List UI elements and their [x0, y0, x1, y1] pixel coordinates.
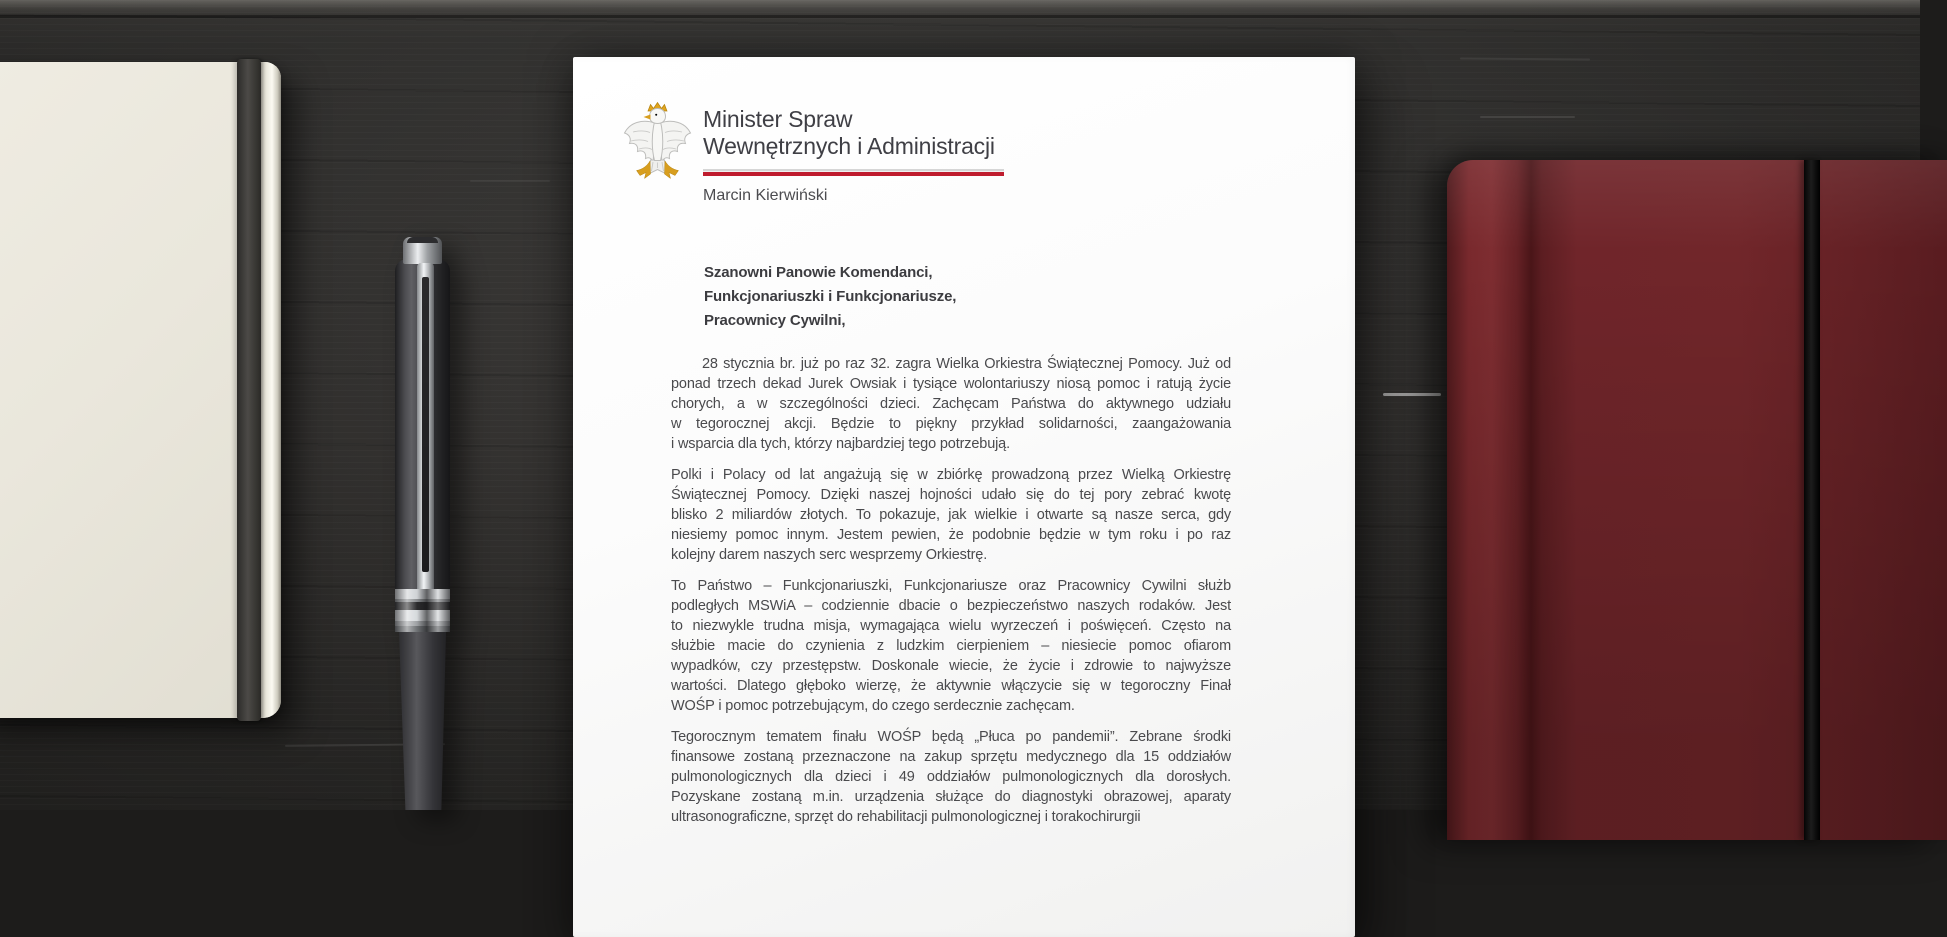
- pen-cap-finial: [403, 237, 442, 264]
- fountain-pen: [393, 237, 452, 810]
- ministry-title-line1: Minister Spraw: [703, 106, 853, 132]
- signatory-name: Marcin Kierwiński: [703, 187, 828, 204]
- maroon-folder: [1447, 160, 1947, 840]
- text-line: służbie macie do czynienia z ludzkim cierpieniem – niesiecie pomoc ofiarom: [671, 638, 1231, 654]
- pen-clip: [417, 263, 434, 605]
- polish-eagle-icon: [620, 101, 695, 185]
- text-line: niesiemy pomoc innym. Jestem pewien, że podobnie będzie w tym roku i po raz: [671, 527, 1231, 543]
- text-line: 28 stycznia br. już po raz 32. zagra Wielka Orkiestra Świątecznej Pomocy. Już od: [702, 356, 1231, 372]
- desk-plank-edge-shadow: [0, 15, 1920, 18]
- ministry-title-line2: Wewnętrznych i Administracji: [703, 133, 995, 159]
- letterhead-red-rule: [703, 169, 1004, 176]
- wood-scratch: [1460, 57, 1590, 60]
- text-line: To Państwo – Funkcjonariuszki, Funkcjonariusze oraz Pracownicy Cywilni służb: [671, 578, 1231, 594]
- wood-scratch: [1480, 116, 1575, 118]
- text-line: to niezwykle trudna misja, wymagająca wielu wyrzeczeń i poświęceń. Często na: [671, 618, 1231, 634]
- text-line: WOŚP i pomoc potrzebującym, do czego serdecznie zachęcam.: [671, 698, 1075, 714]
- text-line: chorych, a w szczególności dzieci. Zachęcam Państwa do aktywnego udziału: [671, 396, 1231, 412]
- wood-scratch: [1383, 393, 1441, 396]
- pen-barrel: [393, 630, 452, 810]
- letter-paragraph-3: [671, 576, 1231, 716]
- text-line: Funkcjonariuszki i Funkcjonariusze,: [704, 288, 957, 305]
- text-line: podległych MSWiA – codziennie dbacie o bezpieczeństwo naszych rodaków. Jest: [671, 598, 1231, 614]
- text-line: blisko 2 miliardów złotych. To pokazuje, jak wielkie i otwarte są nasze serca, gdy: [671, 507, 1231, 523]
- pen-center-band: [395, 589, 450, 632]
- folder-elastic-band: [1804, 160, 1820, 840]
- letter-paragraph-2: [671, 465, 1231, 565]
- text-line: i wsparcia dla tych, którzy najbardziej tego potrzebują.: [671, 436, 1010, 452]
- letter-body: [671, 261, 1231, 827]
- notebook-page-edge: [261, 62, 281, 718]
- text-line: ultrasonograficzne, sprzęt do rehabilitacji pulmonologicznej i torakochirurgii: [671, 809, 1141, 825]
- text-line: Pozyskane zostaną m.in. urządzenia służące do diagnostyki obrazowej, aparaty: [671, 789, 1231, 805]
- text-line: Tegorocznym tematem finału WOŚP będą „Płuca po pandemii”. Zebrane środki: [671, 729, 1231, 745]
- cream-notebook: [0, 62, 281, 718]
- salutation: [704, 261, 1231, 333]
- text-line: Świątecznej Pomocy. Dzięki naszej hojności udało się do tej pory zebrać kwotę: [671, 487, 1231, 503]
- text-line: Polki i Polacy od lat angażują się w zbiórkę prowadzoną przez Wielką Orkiestrę: [671, 467, 1231, 483]
- wood-scratch: [470, 180, 550, 182]
- text-line: kolejny darem naszych serc wesprzemy Orkiestrę.: [671, 547, 988, 563]
- text-line: wypadków, czy przestępstw. Doskonale wiecie, że życie i zdrowie to najwyższe: [671, 658, 1231, 674]
- text-line: pulmonologicznych dla dzieci i 49 oddziałów pulmonologicznych dla dorosłych.: [671, 769, 1231, 785]
- letter-paragraph-1: [671, 354, 1231, 454]
- text-line: ponad trzech dekad Jurek Owsiak i tysiące wolontariuszy niosą pomoc i ratują życie: [671, 376, 1231, 392]
- letter-paragraph-4: [671, 727, 1231, 827]
- notebook-elastic-band: [237, 59, 261, 721]
- text-line: finansowe zostaną przeznaczone na zakup sprzętu medycznego dla 15 oddziałów: [671, 749, 1231, 765]
- letterhead: [703, 106, 1004, 205]
- text-line: wartości. Dlatego głęboko wierzę, że aktywnie włączycie się w tegoroczny Finał: [671, 678, 1231, 694]
- text-line: Pracownicy Cywilni,: [704, 312, 846, 329]
- text-line: w tegorocznej akcji. Będzie to piękny przykład solidarności, zaangażowania: [671, 416, 1231, 432]
- text-line: Szanowni Panowie Komendanci,: [704, 264, 933, 281]
- desk-plank-edge: [0, 0, 1920, 16]
- letter-paper: [573, 57, 1355, 937]
